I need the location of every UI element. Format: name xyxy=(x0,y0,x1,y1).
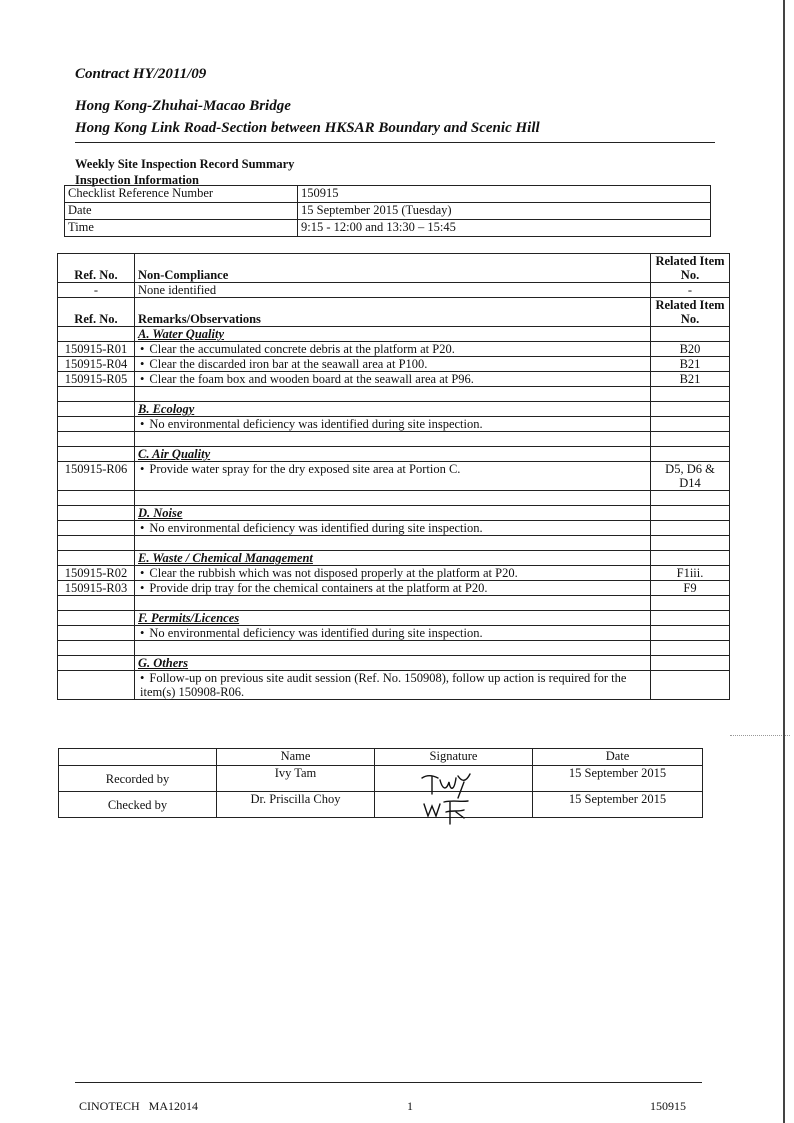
table-row xyxy=(58,283,730,298)
signoff-table xyxy=(58,748,703,818)
section-others: G. Others xyxy=(135,656,651,671)
ref-cell: 150915-R01 xyxy=(58,342,135,357)
table-row xyxy=(58,626,730,641)
related-cell: F1iii. xyxy=(651,566,730,581)
bullet-item: • No environmental deficiency was identified during site inspection. xyxy=(138,521,483,535)
section-row xyxy=(58,402,730,417)
section-air-quality: C. Air Quality xyxy=(135,447,651,462)
bullet-item: • Clear the rubbish which was not disposed properly at the platform at P20. xyxy=(138,566,518,580)
table-row xyxy=(58,342,730,357)
checked-date: 15 September 2015 xyxy=(533,792,703,818)
footer-company-ref xyxy=(79,1099,198,1114)
info-row xyxy=(65,220,711,237)
table-row xyxy=(58,417,730,432)
header-rule xyxy=(75,142,715,143)
related-cell: B21 xyxy=(651,357,730,372)
scan-edge xyxy=(783,0,785,1123)
ref-cell: - xyxy=(58,283,135,298)
section-row xyxy=(58,447,730,462)
info-value: 9:15 - 12:00 and 13:30 – 15:45 xyxy=(298,220,711,237)
section-row xyxy=(58,656,730,671)
ref-cell: 150915-R02 xyxy=(58,566,135,581)
blank-row xyxy=(58,641,730,656)
signature-ivy-tam-icon xyxy=(418,768,478,800)
section-noise: D. Noise xyxy=(135,506,651,521)
ref-cell: 150915-R06 xyxy=(58,462,135,491)
section-permits: F. Permits/Licences xyxy=(135,611,651,626)
blank-row xyxy=(58,432,730,447)
remarks-header: Remarks/Observations xyxy=(135,298,651,327)
page-number: 1 xyxy=(407,1099,413,1113)
table-row xyxy=(58,521,730,536)
signature-header: Signature xyxy=(375,749,533,766)
recorded-date: 15 September 2015 xyxy=(533,766,703,792)
ref-cell: 150915-R04 xyxy=(58,357,135,372)
section-water-quality: A. Water Quality xyxy=(135,327,651,342)
recorded-row xyxy=(59,766,703,792)
text-cell: None identified xyxy=(135,283,651,298)
bullet-item: • No environmental deficiency was identified during site inspection. xyxy=(138,626,483,640)
info-value: 15 September 2015 (Tuesday) xyxy=(298,203,711,220)
section-row xyxy=(58,327,730,342)
table-row xyxy=(58,372,730,387)
related-cell: F9 xyxy=(651,581,730,596)
info-label: Time xyxy=(65,220,298,237)
inspection-findings-table xyxy=(57,253,730,700)
related-cell: B21 xyxy=(651,372,730,387)
ref-no-header: Ref. No. xyxy=(58,254,135,283)
section-row xyxy=(58,551,730,566)
info-value: 150915 xyxy=(298,186,711,203)
bullet-item: • Clear the discarded iron bar at the seawall area at P100. xyxy=(138,357,427,371)
ref-no-header: Ref. No. xyxy=(58,298,135,327)
inspection-info-title: Inspection Information xyxy=(75,173,199,187)
table-row xyxy=(58,671,730,700)
ref-cell: 150915-R05 xyxy=(58,372,135,387)
blank-row xyxy=(58,536,730,551)
remarks-header-row xyxy=(58,298,730,327)
related-item-header: Related Item No. xyxy=(651,298,730,327)
related-cell: D5, D6 & D14 xyxy=(651,462,730,491)
bullet-item: • Clear the accumulated concrete debris at the platform at P20. xyxy=(138,342,455,356)
blank-row xyxy=(58,387,730,402)
blank-row xyxy=(58,596,730,611)
bullet-item: • Provide drip tray for the chemical containers at the platform at P20. xyxy=(138,581,487,595)
inspection-info-table xyxy=(64,185,711,237)
section-title: Hong Kong Link Road-Section between HKSAR Boundary and Scenic Hill xyxy=(75,120,540,136)
recorder-name: Ivy Tam xyxy=(217,766,375,792)
table-row xyxy=(58,581,730,596)
blank-row xyxy=(58,491,730,506)
related-cell: - xyxy=(651,283,730,298)
table-row xyxy=(58,357,730,372)
info-label: Date xyxy=(65,203,298,220)
blank-header xyxy=(59,749,217,766)
footer-company: CINOTECH xyxy=(79,1099,140,1113)
bullet-item: • No environmental deficiency was identified during site inspection. xyxy=(138,417,483,431)
bullet-item: • Provide water spray for the dry exposed site area at Portion C. xyxy=(138,462,460,476)
date-header: Date xyxy=(533,749,703,766)
bullet-item: • Clear the foam box and wooden board at the seawall area at P96. xyxy=(138,372,474,386)
related-item-header: Related Item No. xyxy=(651,254,730,283)
project-title: Hong Kong-Zhuhai-Macao Bridge xyxy=(75,98,291,114)
info-row xyxy=(65,186,711,203)
signature-priscilla-choy-icon xyxy=(420,798,476,828)
ref-cell: 150915-R03 xyxy=(58,581,135,596)
checker-name: Dr. Priscilla Choy xyxy=(217,792,375,818)
noncompliance-header-row xyxy=(58,254,730,283)
checked-row xyxy=(59,792,703,818)
related-cell: B20 xyxy=(651,342,730,357)
table-row xyxy=(58,462,730,491)
bullet-item: • Follow-up on previous site audit session (Ref. No. 150908), follow up action is required for the item(s) 150908-R06. xyxy=(138,671,647,699)
footer-rule xyxy=(75,1082,702,1083)
footer-doc-ref: MA12014 xyxy=(148,1099,199,1113)
summary-title: Weekly Site Inspection Record Summary xyxy=(75,157,295,171)
section-row xyxy=(58,506,730,521)
section-ecology: B. Ecology xyxy=(135,402,651,417)
info-row xyxy=(65,203,711,220)
table-row xyxy=(58,566,730,581)
footer-reference: 150915 xyxy=(650,1099,686,1113)
noncompliance-header: Non-Compliance xyxy=(135,254,651,283)
checked-by-label: Checked by xyxy=(59,792,217,818)
contract-title: Contract HY/2011/09 xyxy=(75,66,207,82)
section-waste: E. Waste / Chemical Management xyxy=(135,551,651,566)
recorded-by-label: Recorded by xyxy=(59,766,217,792)
margin-dots xyxy=(730,735,790,736)
signoff-header-row xyxy=(59,749,703,766)
section-row xyxy=(58,611,730,626)
name-header: Name xyxy=(217,749,375,766)
info-label: Checklist Reference Number xyxy=(65,186,298,203)
